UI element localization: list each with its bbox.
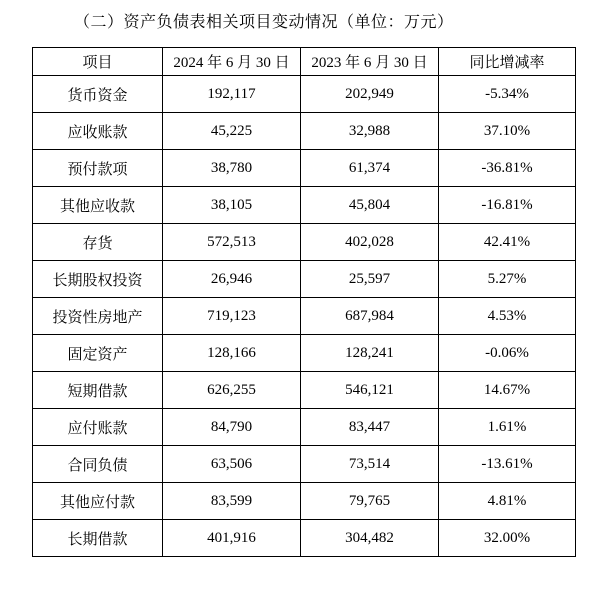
page-title: （二）资产负债表相关项目变动情况（单位：万元） [74,14,454,31]
table-row [33,76,576,113]
table-header [33,48,576,76]
cell-item: 合同负债 [33,446,163,483]
cell-change-rate: 14.67% [439,372,576,409]
cell-change-rate: -13.61% [439,446,576,483]
table-row [33,187,576,224]
cell-change-rate: 4.53% [439,298,576,335]
cell-2024-value: 401,916 [163,520,301,557]
table-row [33,372,576,409]
cell-change-rate: 1.61% [439,409,576,446]
cell-change-rate: -36.81% [439,150,576,187]
cell-item: 其他应付款 [33,483,163,520]
cell-2023-value: 304,482 [301,520,439,557]
cell-2023-value: 83,447 [301,409,439,446]
balance-sheet-table [32,47,576,557]
cell-item: 应收账款 [33,113,163,150]
cell-2024-value: 84,790 [163,409,301,446]
cell-2024-value: 63,506 [163,446,301,483]
cell-2024-value: 26,946 [163,261,301,298]
cell-change-rate: 42.41% [439,224,576,261]
cell-2023-value: 546,121 [301,372,439,409]
cell-2024-value: 572,513 [163,224,301,261]
table-row [33,520,576,557]
cell-2023-value: 79,765 [301,483,439,520]
table-row [33,224,576,261]
cell-2024-value: 38,780 [163,150,301,187]
cell-2023-value: 402,028 [301,224,439,261]
cell-item: 长期借款 [33,520,163,557]
cell-item: 货币资金 [33,76,163,113]
cell-2024-value: 626,255 [163,372,301,409]
cell-2023-value: 32,988 [301,113,439,150]
cell-2023-value: 202,949 [301,76,439,113]
table-row [33,298,576,335]
cell-2023-value: 73,514 [301,446,439,483]
cell-item: 其他应收款 [33,187,163,224]
cell-item: 长期股权投资 [33,261,163,298]
cell-item: 短期借款 [33,372,163,409]
table-row [33,483,576,520]
cell-item: 投资性房地产 [33,298,163,335]
cell-2024-value: 128,166 [163,335,301,372]
table-row [33,409,576,446]
table-row [33,446,576,483]
cell-change-rate: 37.10% [439,113,576,150]
cell-item: 固定资产 [33,335,163,372]
header-item: 项目 [33,48,163,76]
cell-2023-value: 687,984 [301,298,439,335]
header-change-rate: 同比增减率 [439,48,576,76]
cell-2023-value: 25,597 [301,261,439,298]
table-body [33,76,576,557]
header-row [33,48,576,76]
cell-change-rate: 32.00% [439,520,576,557]
header-2023: 2023 年 6 月 30 日 [301,48,439,76]
cell-change-rate: -16.81% [439,187,576,224]
cell-item: 应付账款 [33,409,163,446]
cell-item: 预付款项 [33,150,163,187]
table-row [33,261,576,298]
cell-item: 存货 [33,224,163,261]
cell-2023-value: 61,374 [301,150,439,187]
cell-2024-value: 38,105 [163,187,301,224]
cell-change-rate: 5.27% [439,261,576,298]
header-2024: 2024 年 6 月 30 日 [163,48,301,76]
cell-2023-value: 45,804 [301,187,439,224]
cell-2024-value: 719,123 [163,298,301,335]
table-row [33,150,576,187]
cell-2023-value: 128,241 [301,335,439,372]
cell-change-rate: -5.34% [439,76,576,113]
table-row [33,113,576,150]
table-row [33,335,576,372]
cell-change-rate: -0.06% [439,335,576,372]
cell-change-rate: 4.81% [439,483,576,520]
cell-2024-value: 45,225 [163,113,301,150]
cell-2024-value: 83,599 [163,483,301,520]
cell-2024-value: 192,117 [163,76,301,113]
